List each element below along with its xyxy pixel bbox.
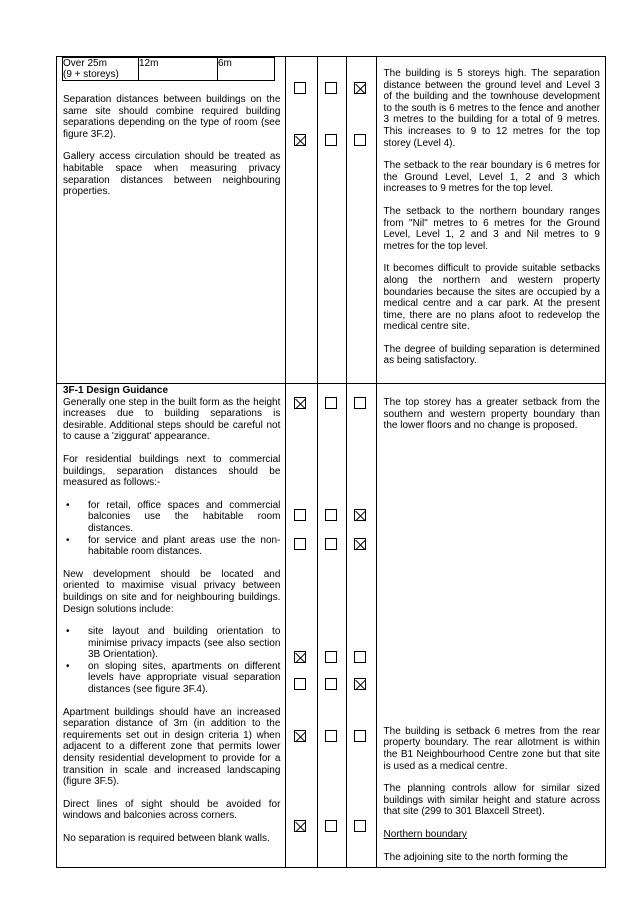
no-column xyxy=(318,57,346,384)
compliance-table xyxy=(56,56,606,868)
na-column xyxy=(346,384,376,868)
paragraph: The building is 5 storeys high. The separation distance between the ground level and Level 3 of the building and the townhouse development to the south is 6 metres to the fence and another 3 metres to the building for a total of 9 metres. This increases to 9 to 12 metres for the top storey (Level 4). xyxy=(383,68,600,149)
checkbox[interactable] xyxy=(325,397,337,409)
checkbox[interactable] xyxy=(325,651,337,663)
controls-cell xyxy=(57,57,286,384)
checkbox[interactable] xyxy=(294,730,306,742)
bullet-item: • for retail, office spaces and commercial balconies use the habitable room distances. xyxy=(66,499,281,534)
checkbox[interactable] xyxy=(325,538,337,550)
setback-subtable xyxy=(62,57,275,81)
checkbox[interactable] xyxy=(354,651,366,663)
checkbox[interactable] xyxy=(294,538,306,550)
checkbox[interactable] xyxy=(294,82,306,94)
checkbox[interactable] xyxy=(354,730,366,742)
comments-cell xyxy=(376,57,605,384)
paragraph: The top storey has a greater setback from the southern and western property boundary than the lower floors and no change is proposed. xyxy=(383,397,600,432)
paragraph: Generally one step in the built form as the height increases due to building separations is desirable. Additional steps should be careful not to cause a 'ziggurat' appearance. xyxy=(63,396,281,443)
checkbox[interactable] xyxy=(294,820,306,832)
paragraph: The building is setback 6 metres from the rear property boundary. The rear allotment is within the B1 Neighbourhood Centre zone but that site is used as a medical centre. xyxy=(383,725,600,772)
paragraph: For residential buildings next to commercial buildings, separation distances should be measured as follows:- xyxy=(63,453,281,489)
paragraph: The adjoining site to the north forming the xyxy=(383,851,569,863)
bullet-item: • site layout and building orientation to minimise privacy impacts (see also section 3B Orientation). xyxy=(66,626,281,661)
paragraph: New development should be located and oriented to maximise visual privacy between buildings on site and for neighbouring buildings. Design solutions include: xyxy=(63,568,281,615)
checkbox[interactable] xyxy=(354,538,366,550)
checkbox[interactable] xyxy=(354,134,366,146)
paragraph: Separation distances between buildings on the same site should combine required building separations depending on the type of room (see figure 3F.2). xyxy=(63,94,281,140)
checkbox[interactable] xyxy=(325,509,337,521)
table-row xyxy=(57,384,606,868)
checkbox[interactable] xyxy=(294,651,306,663)
table-row xyxy=(57,57,606,384)
checkbox[interactable] xyxy=(325,134,337,146)
checkbox[interactable] xyxy=(294,397,306,409)
yes-column xyxy=(286,57,318,384)
paragraph: Apartment buildings should have an increased separation distance of 3m (in addition to the requirements set out in design criteria 1) when adjacent to a different zone that permits lower density residential development to provide for a transition in scale and increased landscaping (figure 3F.5). xyxy=(63,706,281,788)
checkbox[interactable] xyxy=(354,678,366,690)
bullet-item: • on sloping sites, apartments on different levels have appropriate visual separation distances (see figure 3F.4). xyxy=(66,660,281,696)
paragraph: No separation is required between blank walls. xyxy=(63,833,270,844)
paragraph: The degree of building separation is determined as being satisfactory. xyxy=(383,343,600,367)
checkbox[interactable] xyxy=(294,134,306,146)
setback-nonhabitable-cell: 6m xyxy=(218,58,275,81)
paragraph: Direct lines of sight should be avoided for windows and balconies across corners. xyxy=(63,798,281,822)
setback-habitable-cell: 12m xyxy=(139,58,218,81)
checkbox[interactable] xyxy=(325,820,337,832)
checkbox[interactable] xyxy=(354,820,366,832)
bullet-item: • for service and plant areas use the non-habitable room distances. xyxy=(66,534,281,558)
checkbox[interactable] xyxy=(354,82,366,94)
no-column xyxy=(318,384,346,868)
checkbox[interactable] xyxy=(294,509,306,521)
checkbox[interactable] xyxy=(325,678,337,690)
na-column xyxy=(346,57,376,384)
paragraph: The setback to the northern boundary ranges from "Nil" metres to 6 metres for the Ground Level, Level 1, 2 and 3 and Nil metres to 9 metres for the top level. xyxy=(383,205,600,252)
paragraph: The planning controls allow for similar sized buildings with similar height and stature across that site (299 to 301 Blaxcell Street). xyxy=(383,783,600,818)
checkbox[interactable] xyxy=(354,509,366,521)
checkbox[interactable] xyxy=(294,678,306,690)
controls-cell xyxy=(57,384,286,868)
paragraph: Gallery access circulation should be treated as habitable space when measuring privacy separation distances between neighbouring properties. xyxy=(63,151,281,198)
section-heading: 3F-1 Design Guidance xyxy=(63,385,169,396)
checkbox[interactable] xyxy=(325,82,337,94)
comments-cell xyxy=(376,384,605,868)
subheading: Northern boundary xyxy=(383,828,467,840)
assessment-page xyxy=(56,56,606,868)
checkbox[interactable] xyxy=(325,730,337,742)
checkbox[interactable] xyxy=(354,397,366,409)
setback-height-cell: Over 25m (9 + storeys) xyxy=(63,58,139,81)
yes-column xyxy=(286,384,318,868)
paragraph: It becomes difficult to provide suitable setbacks along the northern and western property boundaries because the sites are occupied by a medical centre and a car park. At the present time, there are no plans afoot to redevelop the medical centre site. xyxy=(383,263,600,333)
paragraph: The setback to the rear boundary is 6 metres for the Ground Level, Level 1, 2 and 3 which increases to 9 metres for the top level. xyxy=(383,160,600,195)
